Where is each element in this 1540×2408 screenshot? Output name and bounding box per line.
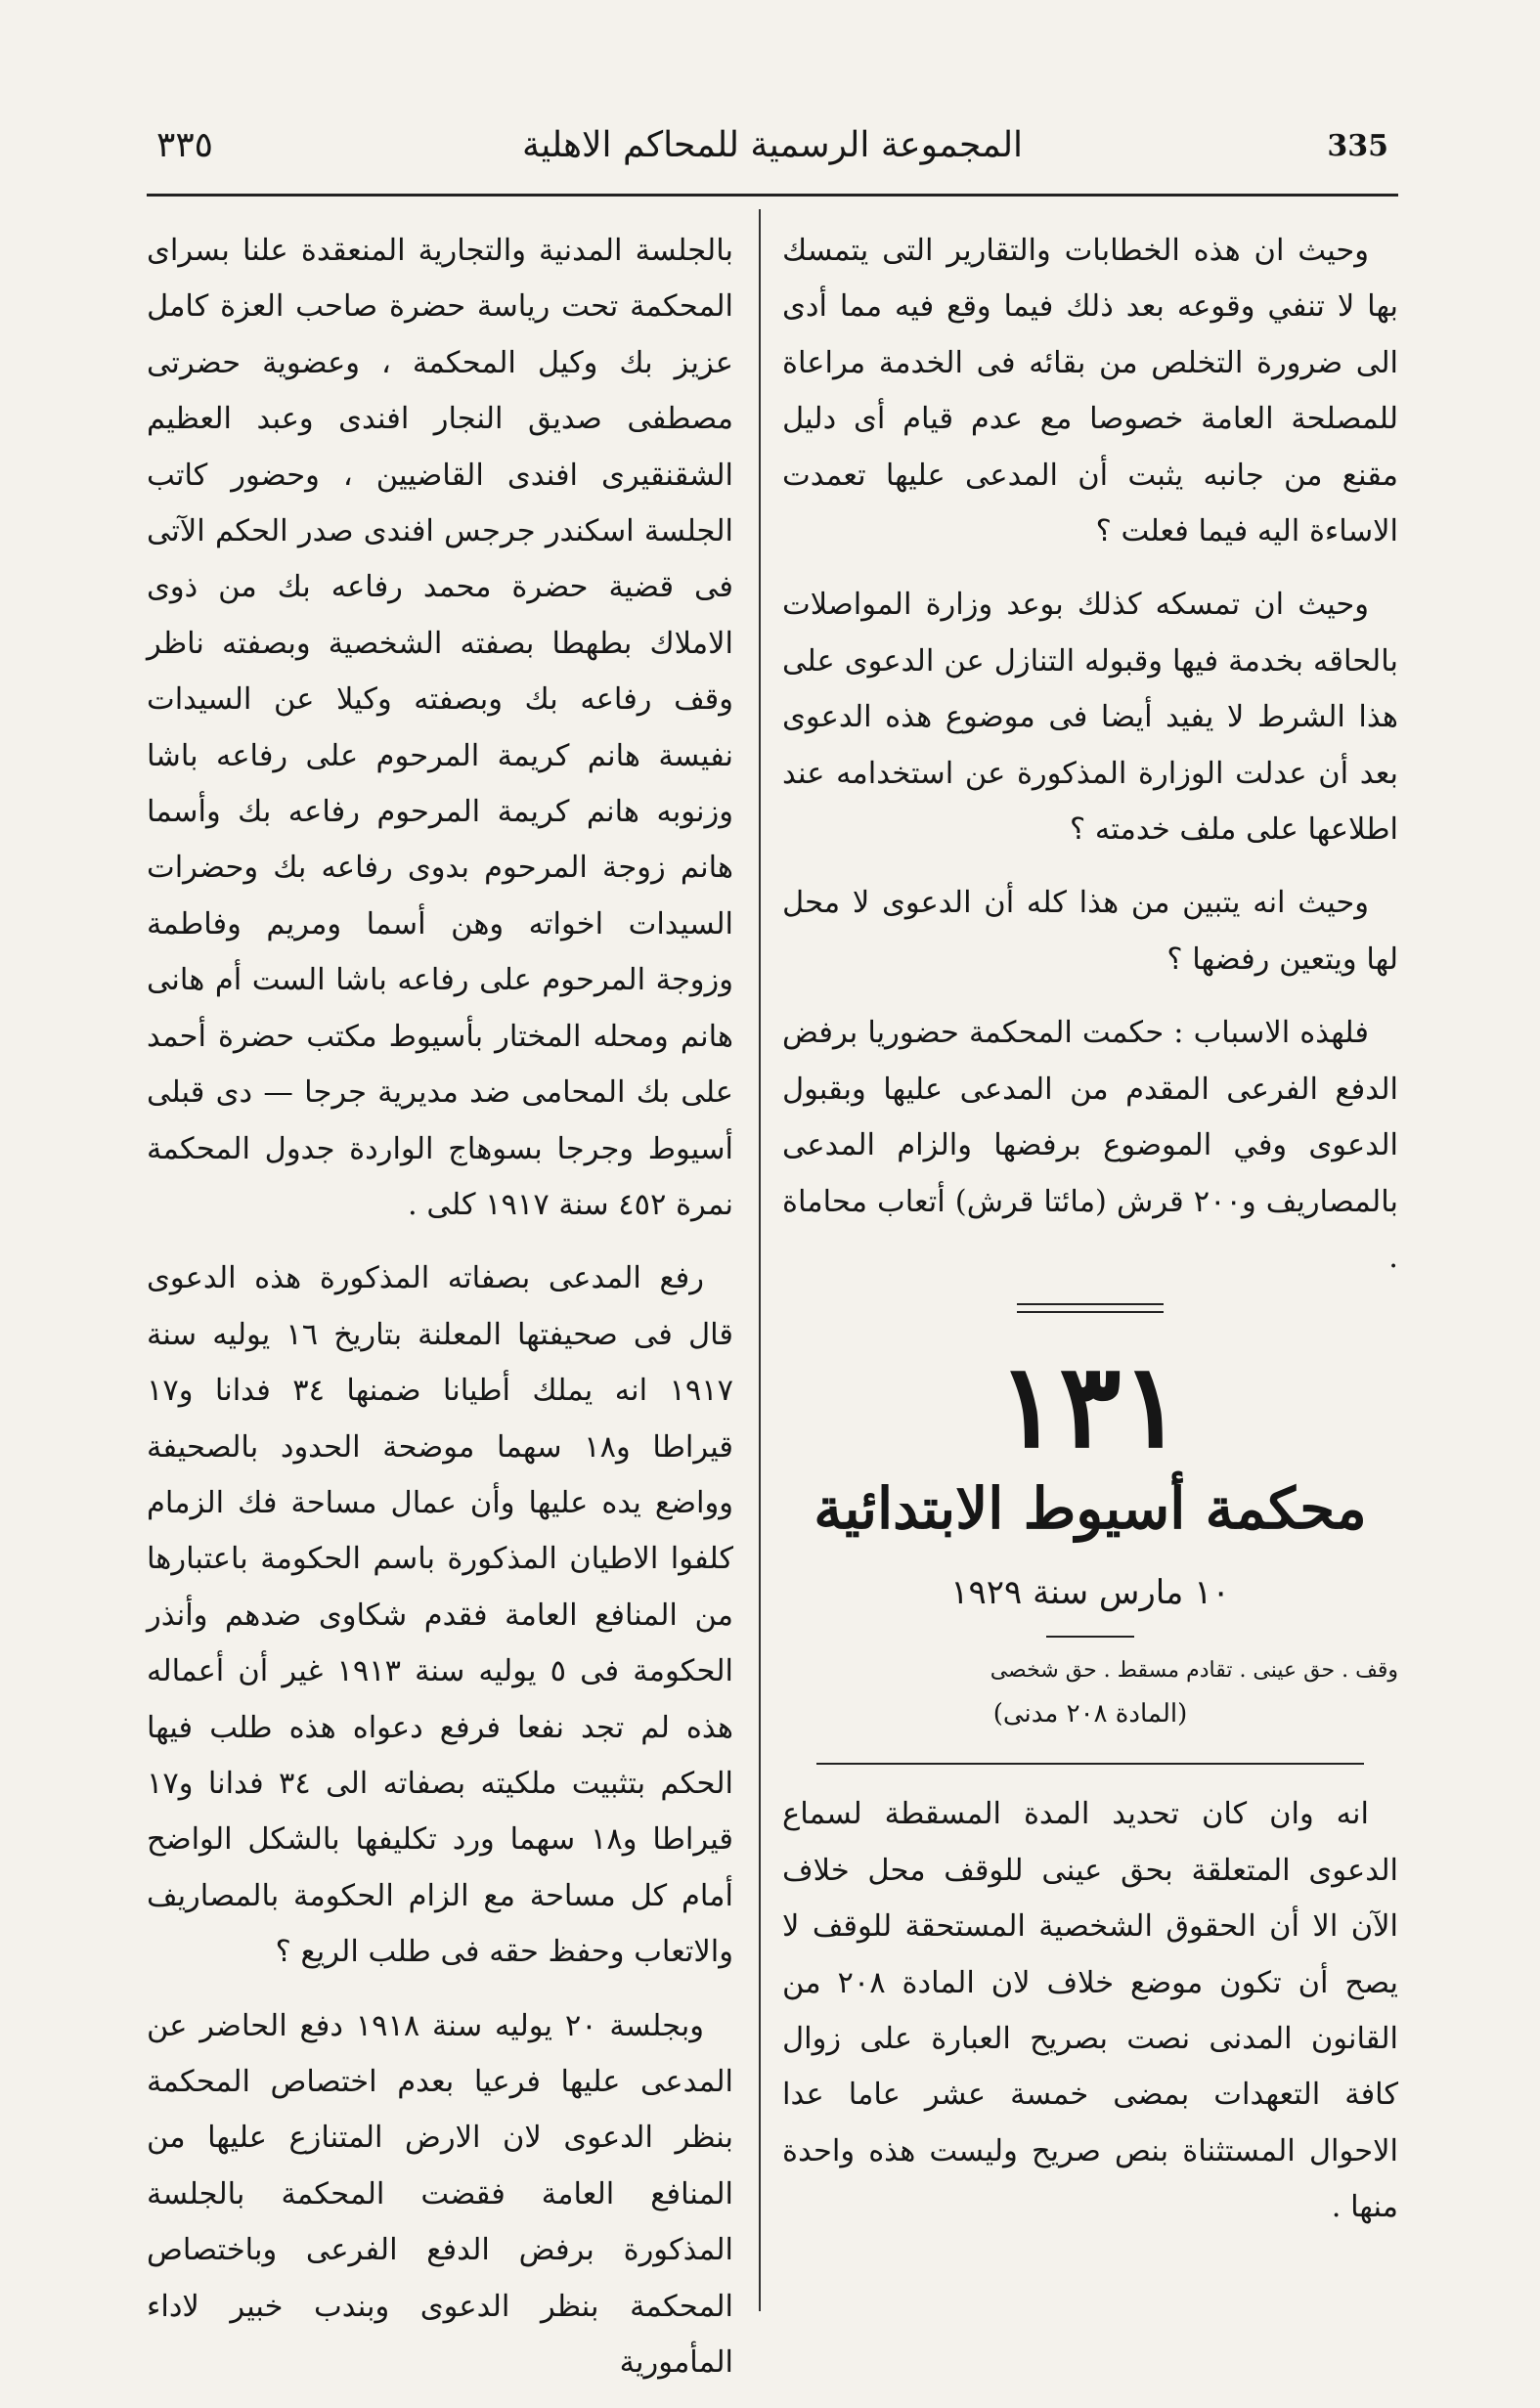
article-reference: (المادة ٢٠٨ مدنى): [992, 1699, 1188, 1729]
page-number-arabic: ٣٣٥: [156, 125, 214, 165]
header-rule: [147, 194, 1398, 197]
ruling-paragraph: فلهذه الاسباب : حكمت المحكمة حضوريا برفض الدفع الفرعى المقدم من المدعى عليها وبقبول الدعوى وفي الموضوع برفضها والزام المدعى بالمصاريف و٢٠٠ قرش (مائتا قرش) أتعاب محاماة .: [782, 1016, 1398, 1275]
paragraph: وحيث ان هذه الخطابات والتقارير التى يتمسك بها لا تنفي وقوعه بعد ذلك فيما وقع فيه مما أدى الى ضرورة التخلص من بقائه فى الخدمة مراعاة للمصلحة العامة خصوصا مع عدم قيام أى دليل مقنع من جانبه يثبت أن المدعى عليها تعمدت الاساءة اليه فيما فعلت ؟: [782, 234, 1398, 549]
paragraph: وحيث انه يتبين من هذا كله أن الدعوى لا محل لها ويتعين رفضها ؟: [782, 886, 1398, 977]
left-column: [147, 223, 733, 2408]
right-column: [782, 223, 1398, 2254]
paragraph: بالجلسة المدنية والتجارية المنعقدة علنا بسراى المحكمة تحت رياسة حضرة صاحب العزة كامل عزيز بك وكيل المحكمة ، وعضوية حضرتى مصطفى صديق النجار افندى وعبد العظيم الشقنقيرى افندى القاضيين ، وحضور كاتب الجلسة اسكندر جرجس افندى صدر الحكم الآتى فى قضية حضرة محمد رفاعه بك من ذوى الاملاك بطهطا بصفته الشخصية وبصفته ناظر وقف رفاعه بك وبصفته وكيلا عن السيدات نفيسة هانم كريمة المرحوم على رفاعه باشا وزنوبه هانم كريمة المرحوم رفاعه بك وأسما هانم زوجة المرحوم بدوى رفاعه بك وحضرات السيدات اخواته وهن أسما ومريم وفاطمة وزوجة المرحوم على رفاعه باشا الست أم هانى هانم ومحله المختار بأسيوط مكتب حضرة أحمد على بك المحامى ضد مديرية جرجا — دى قبلى أسيوط وجرجا بسوهاج الواردة جدول المحكمة نمرة ٤٥٢ سنة ١٩١٧ كلى .: [147, 234, 733, 1222]
case-number: ١٣١: [996, 1337, 1184, 1474]
double-separator: [1017, 1303, 1164, 1313]
column-divider: [759, 209, 761, 2311]
case-heading: [782, 1303, 1398, 1765]
wide-separator: [816, 1763, 1364, 1765]
short-separator: [1046, 1636, 1134, 1638]
page-number-latin: 335: [1327, 129, 1388, 163]
case-keywords: وقف . حق عينى . تقادم مسقط . حق شخصى: [990, 1658, 1398, 1684]
paragraph: رفع المدعى بصفاته المذكورة هذه الدعوى قال فى صحيفتها المعلنة بتاريخ ١٦ يوليه سنة ١٩١٧ انه يملك أطيانا ضمنها ٣٤ فدانا و١٧ قيراطا و١٨ سهما موضحة الحدود بالصحيفة وواضع يده عليها وأن عمال مساحة فك الزمام كلفوا الاطيان المذكورة باسم الحكومة باعتبارها من المنافع العامة فقدم شكاوى ضدهم وأنذر الحكومة فى ٥ يوليه سنة ١٩١٣ غير أن أعماله هذه لم تجد نفعا فرفع دعواه هذه طلب فيها الحكم بتثبيت ملكيته بصفاته الى ٣٤ فدانا و١٧ قيراطا و١٨ سهما ورد تكليفها بالشكل الواضح أمام كل مساحة مع الزام الحكومة بالمصاريف والاتعاب وحفظ حقه فى طلب الريع ؟: [147, 1261, 734, 1970]
court-name: محكمة أسيوط الابتدائية: [814, 1475, 1367, 1543]
case-date: ١٠ مارس سنة ١٩٢٩: [950, 1573, 1230, 1613]
legal-principle: انه وان كان تحديد المدة المسقطة لسماع الدعوى المتعلقة بحق عينى للوقف محل خلاف الآن الا أن الحقوق الشخصية المستحقة للوقف لا يصح أن تكون موضع خلاف لان المادة ٢٠٨ من القانون المدنى نصت بصريح العبارة على زوال كافة التعهدات بمضى خمسة عشر عاما عدا الاحوال المستثناة بنص صريح وليست هذه واحدة منها .: [782, 1797, 1399, 2225]
page-header: [147, 125, 1398, 184]
running-title: المجموعة الرسمية للمحاكم الاهلية: [521, 125, 1024, 165]
paragraph: وحيث ان تمسكه كذلك بوعد وزارة المواصلات بالحاقه بخدمة فيها وقبوله التنازل عن الدعوى على هذا الشرط لا يفيد أيضا فى موضوع هذه الدعوى بعد أن عدلت الوزارة المذكورة عن استخدامه عند اطلاعها على ملف خدمته ؟: [782, 588, 1398, 848]
paragraph: وبجلسة ٢٠ يوليه سنة ١٩١٨ دفع الحاضر عن المدعى عليها فرعيا بعدم اختصاص المحكمة بنظر الدعوى لان الارض المتنازع عليها من المنافع العامة فقضت المحكمة بالجلسة المذكورة برفض الدفع الفرعى وباختصاص المحكمة بنظر الدعوى وبندب خبير لاداء المأمورية: [147, 2008, 733, 2381]
